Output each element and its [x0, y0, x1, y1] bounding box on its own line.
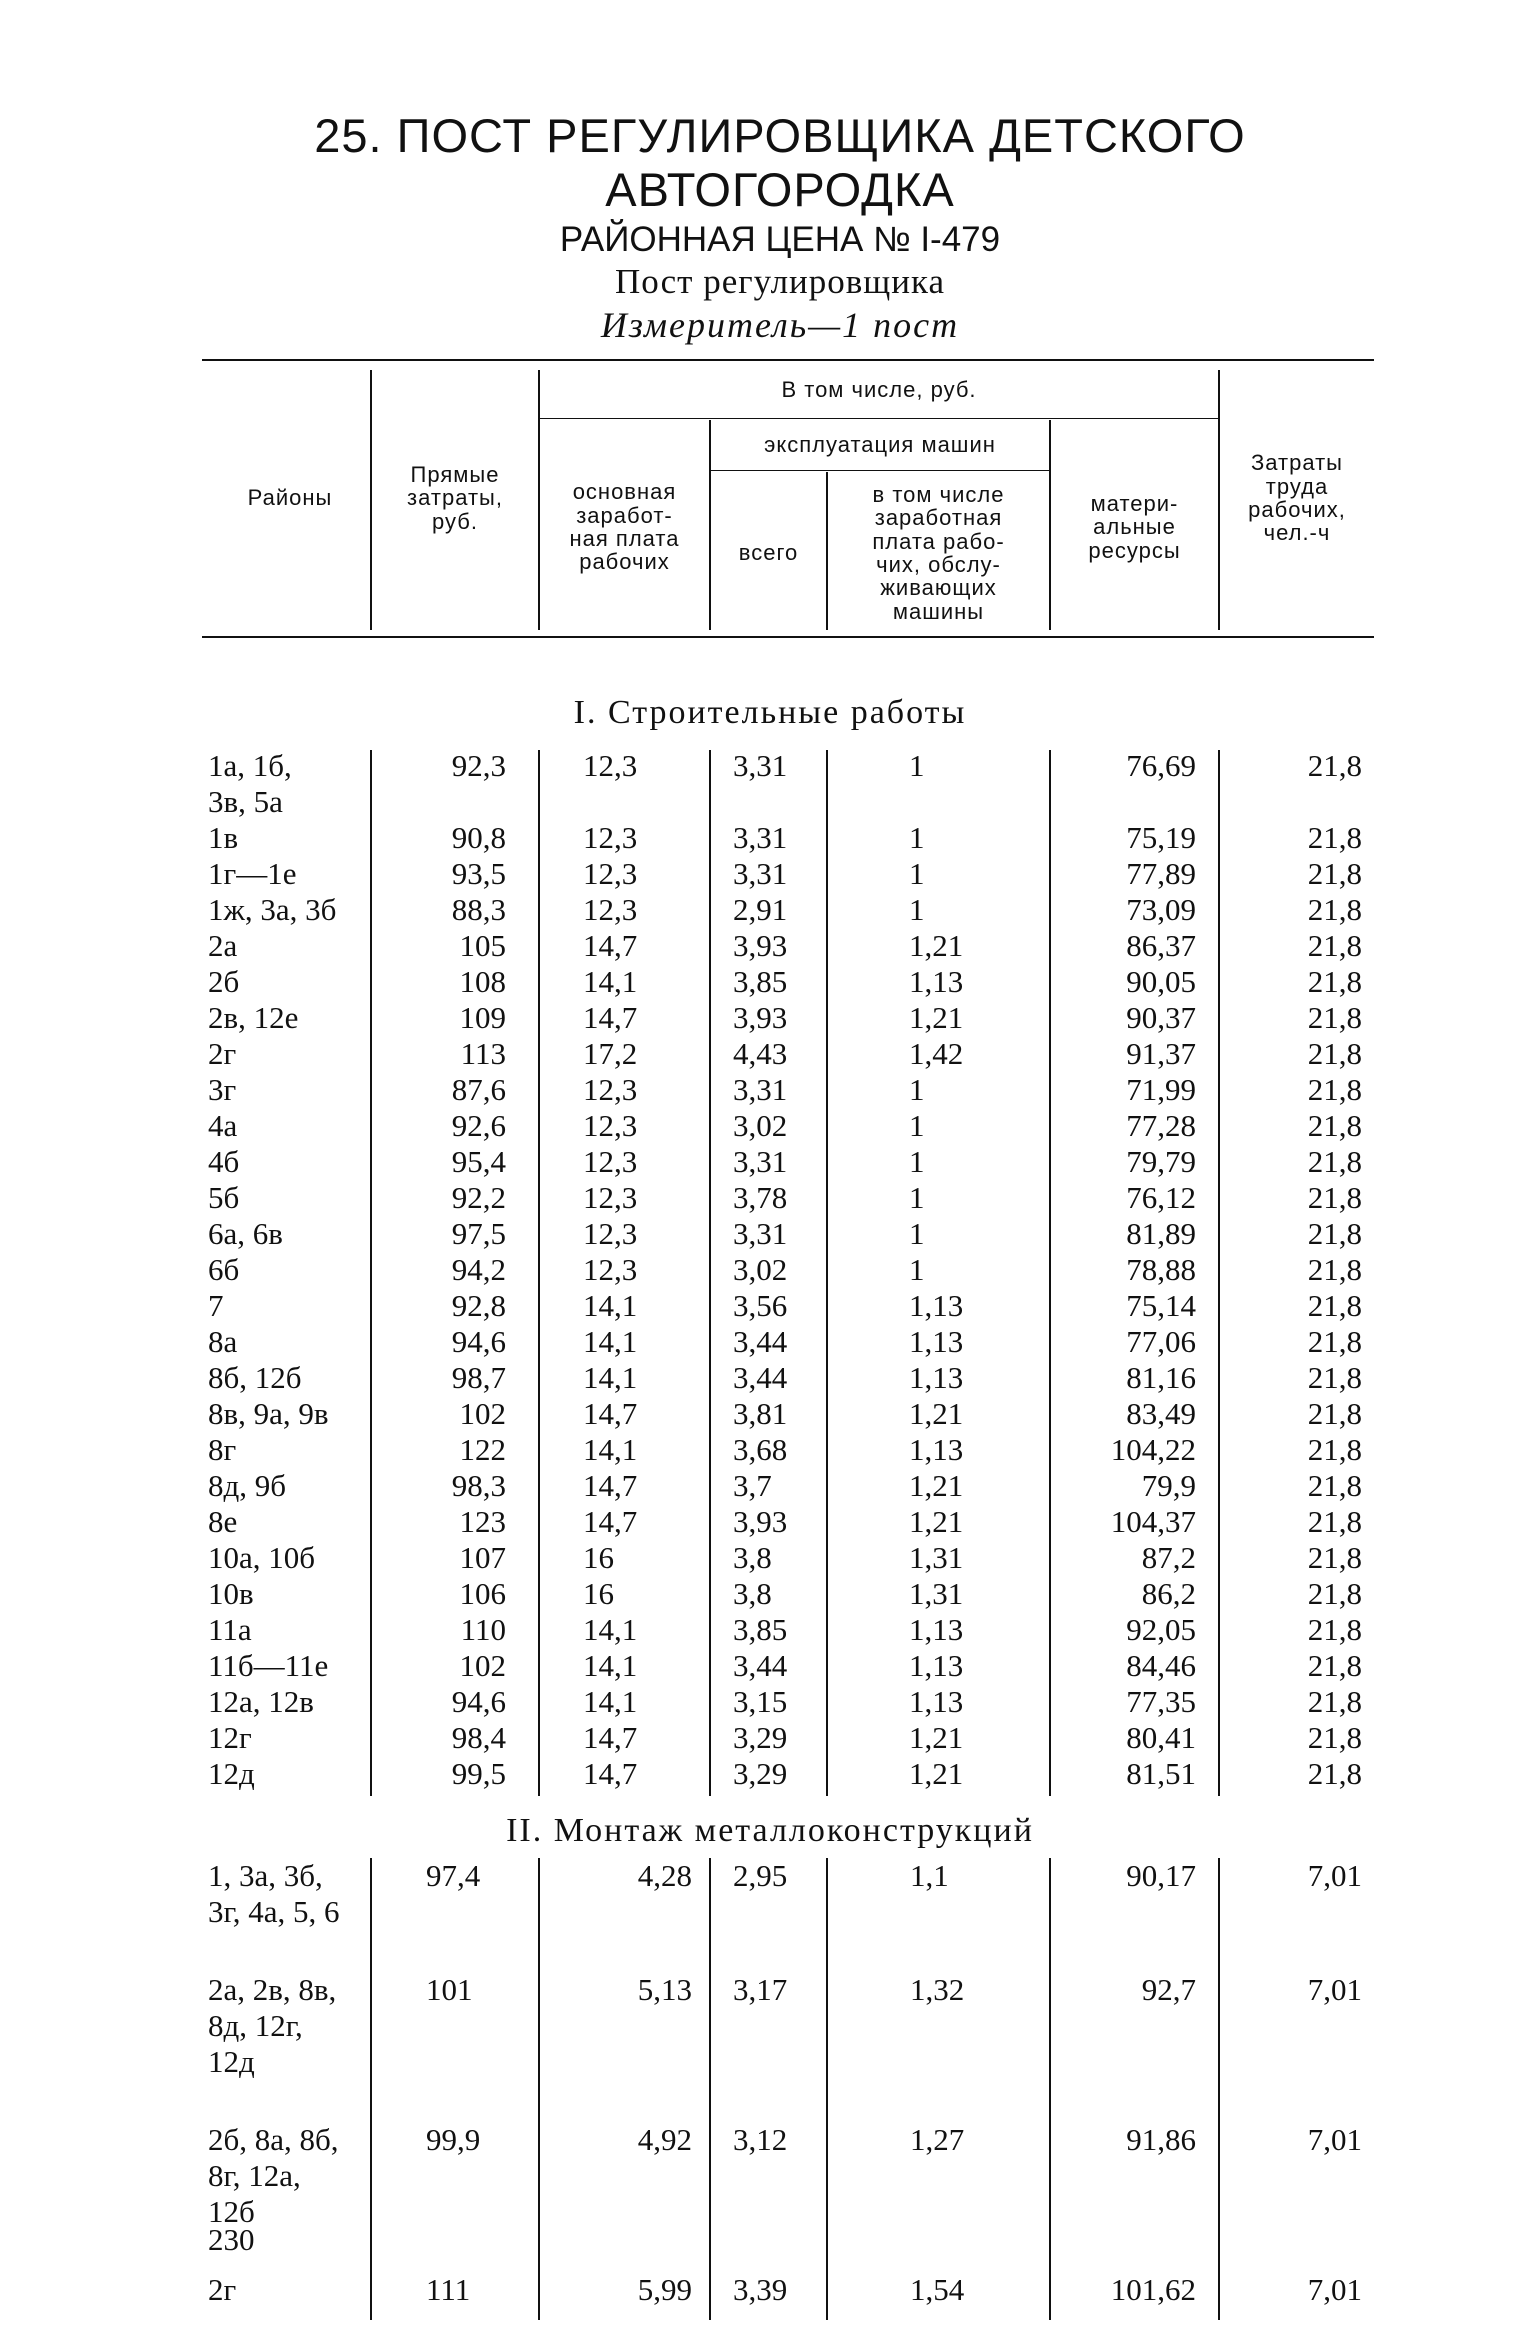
value-cell-mat: 77,06 — [1126, 1324, 1196, 1359]
header-text-line: чих, обслу- — [876, 552, 1001, 577]
district-cell: 8а — [208, 1324, 238, 1359]
value-cell-mat: 92,7 — [1141, 1972, 1196, 2007]
header-text-line: Прямые — [410, 462, 500, 488]
district-cell: 2б — [208, 964, 240, 999]
value-cell-direct: 102 — [459, 1648, 506, 1683]
district-cell: 2а — [208, 928, 238, 963]
value-cell-mwage: 1 — [909, 856, 925, 891]
value-cell-mat: 80,41 — [1126, 1720, 1196, 1755]
value-cell-direct: 113 — [460, 1036, 506, 1071]
value-cell-mat: 71,99 — [1126, 1072, 1196, 1107]
value-cell-wage: 12,3 — [583, 1144, 638, 1179]
value-cell-mwage: 1 — [909, 1252, 925, 1287]
header-text-line: заработ- — [576, 502, 673, 528]
district-cell: 6а, 6в — [208, 1216, 283, 1251]
value-cell-mwage: 1 — [909, 892, 925, 927]
value-cell-direct: 108 — [459, 964, 506, 999]
value-cell-wage: 12,3 — [583, 1072, 638, 1107]
district-cell: 7 — [208, 1288, 224, 1323]
header-including-label: В том числе, руб. — [781, 377, 977, 403]
district-cell: 1а, 1б, 3в, 5а — [208, 748, 292, 819]
header-machine-total — [711, 472, 826, 634]
value-cell-mach: 3,8 — [733, 1576, 772, 1611]
value-cell-wage: 16 — [583, 1576, 614, 1611]
value-cell-mwage: 1 — [909, 1072, 925, 1107]
district-cell: 1в — [208, 820, 239, 855]
value-cell-direct: 97,5 — [451, 1216, 506, 1251]
value-cell-mwage: 1,27 — [910, 2122, 965, 2157]
value-cell-mat: 104,22 — [1110, 1432, 1196, 1467]
including-underline — [540, 418, 1218, 419]
column-separator — [826, 1858, 828, 2320]
value-cell-mach: 3,44 — [733, 1360, 788, 1395]
value-cell-labor: 21,8 — [1307, 1324, 1362, 1359]
value-cell-direct: 122 — [459, 1432, 506, 1467]
value-cell-wage: 12,3 — [583, 748, 638, 783]
value-cell-direct: 111 — [426, 2272, 471, 2307]
value-cell-mat: 79,9 — [1141, 1468, 1196, 1503]
value-cell-wage: 14,1 — [583, 964, 638, 999]
value-cell-direct: 106 — [459, 1576, 506, 1611]
value-cell-mach: 3,8 — [733, 1540, 772, 1575]
value-cell-direct: 105 — [459, 928, 506, 963]
value-cell-mwage: 1,13 — [909, 1684, 964, 1719]
header-text-line: ная плата — [569, 526, 680, 551]
value-cell-mach: 3,93 — [733, 1000, 788, 1035]
value-cell-wage: 14,1 — [583, 1360, 638, 1395]
header-base-wage — [540, 420, 709, 634]
value-cell-mwage: 1 — [909, 1180, 925, 1215]
value-cell-mat: 77,28 — [1126, 1108, 1196, 1143]
item-name: Пост регулировщика — [615, 262, 945, 301]
district-cell: 1ж, 3а, 3б — [208, 892, 337, 927]
value-cell-wage: 17,2 — [583, 1036, 638, 1071]
value-cell-wage: 12,3 — [583, 892, 638, 927]
value-cell-mat: 75,14 — [1126, 1288, 1196, 1323]
value-cell-direct: 92,2 — [451, 1180, 506, 1215]
value-cell-mat: 104,37 — [1110, 1504, 1196, 1539]
column-separator — [709, 750, 711, 1796]
value-cell-labor: 21,8 — [1307, 1540, 1362, 1575]
value-cell-labor: 21,8 — [1307, 1252, 1362, 1287]
value-cell-mwage: 1,21 — [909, 1720, 964, 1755]
value-cell-labor: 21,8 — [1307, 1720, 1362, 1755]
value-cell-direct: 92,8 — [451, 1288, 506, 1323]
value-cell-mach: 3,31 — [733, 1144, 788, 1179]
value-cell-wage: 12,3 — [583, 820, 638, 855]
column-separator — [1218, 1858, 1220, 2320]
value-cell-labor: 7,01 — [1307, 2122, 1362, 2157]
value-cell-mwage: 1,54 — [910, 2272, 965, 2307]
value-cell-mach: 3,44 — [733, 1324, 788, 1359]
value-cell-direct: 98,7 — [451, 1360, 506, 1395]
value-cell-direct: 93,5 — [451, 856, 506, 891]
district-cell: 4а — [208, 1108, 238, 1143]
value-cell-mat: 81,16 — [1126, 1360, 1196, 1395]
value-cell-wage: 12,3 — [583, 1252, 638, 1287]
value-cell-mat: 91,86 — [1126, 2122, 1196, 2157]
unit-of-measure: Измеритель—1 пост — [600, 305, 960, 345]
value-cell-direct: 90,8 — [451, 820, 506, 855]
value-cell-wage: 14,1 — [583, 1648, 638, 1683]
district-cell: 8в, 9а, 9в — [208, 1396, 329, 1431]
value-cell-mwage: 1,13 — [909, 964, 964, 999]
district-cell: 1г—1е — [208, 856, 297, 891]
value-cell-mwage: 1,13 — [909, 1324, 964, 1359]
machine-operation-underline — [711, 470, 1049, 471]
district-cell: 1, 3а, 3б, 3г, 4а, 5, 6 — [208, 1858, 340, 1929]
value-cell-mat: 77,35 — [1126, 1684, 1196, 1719]
value-cell-labor: 21,8 — [1307, 856, 1362, 891]
value-cell-wage: 14,1 — [583, 1684, 638, 1719]
value-cell-direct: 88,3 — [451, 892, 506, 927]
value-cell-labor: 21,8 — [1307, 892, 1362, 927]
district-cell: 8е — [208, 1504, 238, 1539]
header-districts-label: Районы — [247, 485, 333, 511]
column-separator — [826, 750, 828, 1796]
value-cell-direct: 98,3 — [451, 1468, 506, 1503]
column-separator — [538, 1858, 540, 2320]
value-cell-labor: 21,8 — [1307, 1216, 1362, 1251]
value-cell-direct: 97,4 — [426, 1858, 481, 1893]
value-cell-mwage: 1,21 — [909, 1756, 964, 1791]
value-cell-mach: 3,7 — [733, 1468, 772, 1503]
value-cell-mach: 4,43 — [733, 1036, 788, 1071]
section-title: II. Монтаж металлоконструкций — [506, 1812, 1034, 1849]
value-cell-mwage: 1,32 — [910, 1972, 965, 2007]
header-labor — [1220, 362, 1374, 634]
value-cell-labor: 21,8 — [1307, 1180, 1362, 1215]
value-cell-mat: 92,05 — [1126, 1612, 1196, 1647]
value-cell-mach: 2,91 — [733, 892, 788, 927]
district-cell: 8г — [208, 1432, 237, 1467]
value-cell-labor: 21,8 — [1307, 964, 1362, 999]
column-separator — [370, 1858, 372, 2320]
value-cell-direct: 99,9 — [426, 2122, 481, 2157]
value-cell-labor: 21,8 — [1307, 1648, 1362, 1683]
value-cell-mwage: 1 — [909, 820, 925, 855]
value-cell-wage: 14,1 — [583, 1324, 638, 1359]
value-cell-mach: 3,93 — [733, 1504, 788, 1539]
header-text-line: заработная — [874, 505, 1003, 531]
district-cell: 11а — [208, 1612, 252, 1647]
value-cell-mat: 73,09 — [1126, 892, 1196, 927]
header-machine-operation — [711, 420, 1049, 470]
value-cell-direct: 92,3 — [451, 748, 506, 783]
value-cell-labor: 21,8 — [1307, 1396, 1362, 1431]
district-cell: 2б, 8а, 8б, 8г, 12а, 12б — [208, 2122, 339, 2229]
value-cell-wage: 14,7 — [583, 1720, 638, 1755]
regional-price-label: РАЙОННАЯ ЦЕНА № I-479 — [559, 220, 1001, 259]
value-cell-mat: 84,46 — [1126, 1648, 1196, 1683]
value-cell-mat: 78,88 — [1126, 1252, 1196, 1287]
district-cell: 8д, 9б — [208, 1468, 287, 1503]
value-cell-mach: 3,15 — [733, 1684, 788, 1719]
value-cell-labor: 7,01 — [1307, 1972, 1362, 2007]
section-title: I. Строительные работы — [573, 694, 967, 731]
value-cell-mat: 86,2 — [1141, 1576, 1196, 1611]
district-cell: 2а, 2в, 8в, 8д, 12г, 12д — [208, 1972, 337, 2079]
header-text-line: матери- — [1090, 491, 1179, 517]
header-including — [540, 362, 1218, 418]
header-text-line: альные — [1093, 514, 1176, 540]
district-cell: 2г — [208, 2272, 237, 2307]
document-title-line-2: АВТОГОРОДКА — [605, 163, 955, 216]
value-cell-mwage: 1,21 — [909, 1468, 964, 1503]
value-cell-mwage: 1,13 — [909, 1288, 964, 1323]
header-text-line: труда — [1265, 473, 1329, 499]
column-separator — [1049, 1858, 1051, 2320]
value-cell-labor: 21,8 — [1307, 1288, 1362, 1323]
column-separator — [370, 750, 372, 1796]
value-cell-mwage: 1,21 — [909, 1396, 964, 1431]
value-cell-labor: 21,8 — [1307, 1576, 1362, 1611]
value-cell-mach: 2,95 — [733, 1858, 788, 1893]
value-cell-mach: 3,78 — [733, 1180, 788, 1215]
value-cell-direct: 99,5 — [451, 1756, 506, 1791]
value-cell-labor: 7,01 — [1307, 2272, 1362, 2307]
value-cell-labor: 21,8 — [1307, 928, 1362, 963]
column-separator — [709, 1858, 711, 2320]
value-cell-mach: 3,44 — [733, 1648, 788, 1683]
value-cell-mat: 77,89 — [1126, 856, 1196, 891]
value-cell-direct: 102 — [459, 1396, 506, 1431]
value-cell-wage: 14,1 — [583, 1432, 638, 1467]
value-cell-wage: 14,7 — [583, 1756, 638, 1791]
value-cell-direct: 94,6 — [451, 1324, 506, 1359]
header-materials — [1051, 420, 1218, 634]
value-cell-mwage: 1,1 — [910, 1858, 949, 1893]
value-cell-labor: 21,8 — [1307, 1756, 1362, 1791]
district-cell: 3г — [208, 1072, 237, 1107]
district-cell: 10в — [208, 1576, 254, 1611]
value-cell-wage: 14,7 — [583, 1468, 638, 1503]
value-cell-labor: 21,8 — [1307, 1468, 1362, 1503]
district-cell: 11б—11е — [208, 1648, 329, 1683]
value-cell-mach: 3,31 — [733, 1072, 788, 1107]
value-cell-mat: 81,89 — [1126, 1216, 1196, 1251]
column-separator — [538, 750, 540, 1796]
header-text-line: машины — [892, 598, 985, 624]
value-cell-mach: 3,31 — [733, 1216, 788, 1251]
value-cell-mwage: 1 — [909, 1216, 925, 1251]
value-cell-wage: 14,7 — [583, 1504, 638, 1539]
value-cell-wage: 4,92 — [637, 2122, 692, 2157]
value-cell-wage: 14,1 — [583, 1612, 638, 1647]
value-cell-mwage: 1,13 — [909, 1612, 964, 1647]
value-cell-direct: 110 — [460, 1612, 506, 1647]
value-cell-mat: 90,17 — [1126, 1858, 1196, 1893]
value-cell-wage: 5,99 — [637, 2272, 692, 2307]
header-machine-wage — [828, 472, 1049, 634]
header-text-line: рабочих — [579, 549, 670, 575]
value-cell-direct: 109 — [459, 1000, 506, 1035]
value-cell-wage: 16 — [583, 1540, 614, 1575]
value-cell-wage: 14,7 — [583, 1396, 638, 1431]
value-cell-mat: 90,37 — [1126, 1000, 1196, 1035]
value-cell-labor: 21,8 — [1307, 1144, 1362, 1179]
value-cell-mach: 3,81 — [733, 1396, 788, 1431]
header-text-line: ресурсы — [1088, 537, 1181, 563]
value-cell-labor: 21,8 — [1307, 1360, 1362, 1395]
district-cell: 10а, 10б — [208, 1540, 316, 1575]
value-cell-mach: 3,02 — [733, 1252, 788, 1287]
value-cell-wage: 14,7 — [583, 928, 638, 963]
value-cell-mach: 3,85 — [733, 1612, 788, 1647]
value-cell-mwage: 1 — [909, 1108, 925, 1143]
value-cell-mach: 3,29 — [733, 1756, 788, 1791]
header-bottom-rule — [202, 636, 1374, 638]
value-cell-direct: 92,6 — [451, 1108, 506, 1143]
header-machine-operation-label: эксплуатация машин — [764, 432, 996, 458]
district-cell: 8б, 12б — [208, 1360, 302, 1395]
header-text-line: руб. — [432, 508, 478, 534]
header-top-rule — [202, 359, 1374, 361]
header-text-line: чел.-ч — [1263, 520, 1331, 546]
value-cell-labor: 21,8 — [1307, 1504, 1362, 1539]
header-text-line: рабочих, — [1248, 497, 1346, 522]
value-cell-direct: 123 — [459, 1504, 506, 1539]
value-cell-direct: 94,6 — [451, 1684, 506, 1719]
district-cell: 6б — [208, 1252, 240, 1287]
value-cell-mach: 3,85 — [733, 964, 788, 999]
value-cell-mat: 90,05 — [1126, 964, 1196, 999]
value-cell-wage: 12,3 — [583, 1108, 638, 1143]
value-cell-mach: 3,12 — [733, 2122, 788, 2157]
value-cell-mwage: 1 — [909, 1144, 925, 1179]
value-cell-direct: 98,4 — [451, 1720, 506, 1755]
district-cell: 2г — [208, 1036, 237, 1071]
value-cell-wage: 14,7 — [583, 1000, 638, 1035]
value-cell-mwage: 1,21 — [909, 1000, 964, 1035]
value-cell-mwage: 1,21 — [909, 1504, 964, 1539]
value-cell-mwage: 1,31 — [909, 1540, 964, 1575]
value-cell-mach: 3,93 — [733, 928, 788, 963]
value-cell-labor: 21,8 — [1307, 1000, 1362, 1035]
value-cell-mat: 101,62 — [1110, 2272, 1196, 2307]
value-cell-mat: 81,51 — [1126, 1756, 1196, 1791]
value-cell-direct: 95,4 — [451, 1144, 506, 1179]
value-cell-wage: 4,28 — [637, 1858, 692, 1893]
value-cell-mach: 3,17 — [733, 1972, 788, 2007]
value-cell-mat: 75,19 — [1126, 820, 1196, 855]
value-cell-direct: 101 — [426, 1972, 473, 2007]
value-cell-mwage: 1,13 — [909, 1432, 964, 1467]
value-cell-mach: 3,02 — [733, 1108, 788, 1143]
value-cell-mwage: 1,31 — [909, 1576, 964, 1611]
value-cell-mat: 79,79 — [1126, 1144, 1196, 1179]
value-cell-mach: 3,29 — [733, 1720, 788, 1755]
district-cell: 12д — [208, 1756, 255, 1791]
value-cell-direct: 107 — [459, 1540, 506, 1575]
value-cell-mach: 3,31 — [733, 748, 788, 783]
column-separator — [1218, 750, 1220, 1796]
district-cell: 5б — [208, 1180, 240, 1215]
value-cell-mat: 86,37 — [1126, 928, 1196, 963]
value-cell-mach: 3,68 — [733, 1432, 788, 1467]
value-cell-labor: 21,8 — [1307, 1432, 1362, 1467]
value-cell-wage: 12,3 — [583, 1216, 638, 1251]
value-cell-mwage: 1,13 — [909, 1360, 964, 1395]
header-text-line: в том числе — [872, 482, 1005, 508]
column-separator — [1049, 750, 1051, 1796]
value-cell-mat: 76,69 — [1126, 748, 1196, 783]
value-cell-labor: 21,8 — [1307, 748, 1362, 783]
value-cell-mat: 76,12 — [1126, 1180, 1196, 1215]
header-text-line: затраты, — [407, 485, 503, 511]
value-cell-direct: 94,2 — [451, 1252, 506, 1287]
value-cell-wage: 12,3 — [583, 856, 638, 891]
page-number: 230 — [208, 2222, 255, 2257]
value-cell-labor: 21,8 — [1307, 820, 1362, 855]
value-cell-mwage: 1 — [909, 748, 925, 783]
value-cell-labor: 21,8 — [1307, 1036, 1362, 1071]
header-machine-total-label: всего — [738, 540, 799, 566]
value-cell-labor: 21,8 — [1307, 1072, 1362, 1107]
district-cell: 2в, 12е — [208, 1000, 299, 1035]
value-cell-wage: 5,13 — [637, 1972, 692, 2007]
district-cell: 4б — [208, 1144, 240, 1179]
value-cell-labor: 7,01 — [1307, 1858, 1362, 1893]
header-districts — [210, 362, 370, 634]
value-cell-wage: 12,3 — [583, 1180, 638, 1215]
header-text-line: плата рабо- — [872, 528, 1005, 554]
header-text-line: Затраты — [1251, 450, 1343, 476]
header-direct-costs — [372, 362, 538, 634]
value-cell-mach: 3,31 — [733, 856, 788, 891]
value-cell-mat: 83,49 — [1126, 1396, 1196, 1431]
value-cell-mwage: 1,21 — [909, 928, 964, 963]
value-cell-labor: 21,8 — [1307, 1684, 1362, 1719]
value-cell-mach: 3,56 — [733, 1288, 788, 1323]
district-cell: 12а, 12в — [208, 1684, 314, 1719]
value-cell-labor: 21,8 — [1307, 1612, 1362, 1647]
header-text-line: основная — [572, 479, 677, 505]
district-cell: 12г — [208, 1720, 252, 1755]
value-cell-mwage: 1,42 — [909, 1036, 964, 1071]
value-cell-labor: 21,8 — [1307, 1108, 1362, 1143]
document-title-line-1: 25. ПОСТ РЕГУЛИРОВЩИКА ДЕТСКОГО — [314, 109, 1246, 162]
value-cell-mat: 91,37 — [1126, 1036, 1196, 1071]
value-cell-direct: 87,6 — [451, 1072, 506, 1107]
value-cell-mach: 3,31 — [733, 820, 788, 855]
value-cell-mwage: 1,13 — [909, 1648, 964, 1683]
value-cell-wage: 14,1 — [583, 1288, 638, 1323]
value-cell-mach: 3,39 — [733, 2272, 788, 2307]
value-cell-mat: 87,2 — [1141, 1540, 1196, 1575]
header-text-line: живающих — [880, 575, 997, 601]
